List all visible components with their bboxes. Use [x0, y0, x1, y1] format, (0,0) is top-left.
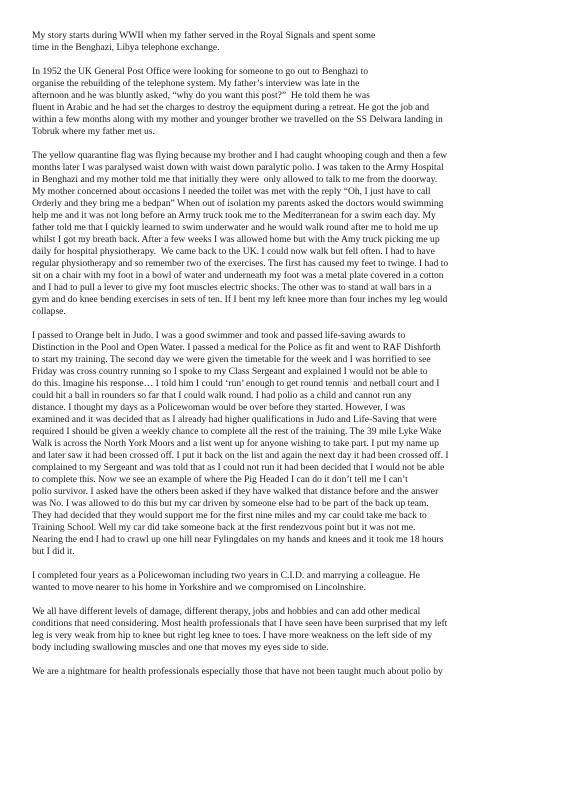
text-line: distance. I thought my days as a Policewoman would be over before they started. However, I was: [32, 402, 406, 413]
paragraph-wwii: [32, 30, 547, 54]
text-line: Tobruk where my father met us.: [32, 126, 155, 137]
text-line: regular physiotherapy and so remember two of the exercises. The first has caused my feet to twinge. I had to: [32, 258, 449, 269]
text-line: wanted to move nearer to his home in Yorkshire and we compromised on Lincolnshire.: [32, 582, 366, 593]
text-line: They had decided that they would support me for the first nine miles and my car could take me back to: [32, 510, 427, 521]
text-line: and later saw it had been crossed off. I put it back on the list and again the next day it had been crossed off. I: [32, 450, 449, 461]
text-line: months later I was paralysed waist down with waist down paralytic polio. I was taken to the Army Hospital: [32, 162, 444, 173]
paragraph-damage-levels: [32, 606, 547, 654]
text-line: in Benghazi and my mother told me that initially they were only allowed to talk to me from the doorway.: [32, 174, 438, 185]
text-line: My mother concerned about occasions I needed the toilet was met with the reply “Oh, I just have to call: [32, 186, 431, 197]
paragraph-policewoman-years: [32, 570, 547, 594]
text-line: The yellow quarantine flag was flying because my brother and I had caught whooping cough and then a few: [32, 150, 448, 161]
text-line: fluent in Arabic and he had set the charges to destroy the equipment during a retreat. He got the job and: [32, 102, 430, 113]
text-line: My story starts during WWII when my father served in the Royal Signals and spent some: [32, 30, 376, 41]
paragraph-police: [32, 330, 547, 558]
text-line: help me and it was not long before an Army truck took me to the Mediterranean for a swim each day. My: [32, 210, 436, 221]
text-line: father told me that I quickly learned to swim underwater and he would walk round after me to hold me up: [32, 222, 439, 233]
text-line: conditions that need considering. Most health professionals that I have seen have been surprised that my left: [32, 618, 448, 629]
text-line: to complete this. Now we see an example of where the Pig Headed I can do it don’t tell me I can’t: [32, 474, 408, 485]
text-line: organise the rebuilding of the telephone system. My father’s interview was late in the: [32, 78, 360, 89]
text-line: required I should be given a weekly chance to complete all the rest of the training. The 39 mile Lyke Wake: [32, 426, 442, 437]
text-line: We are a nightmare for health professionals especially those that have not been taught much about polio by: [32, 666, 443, 677]
text-line: examined and it was decided that as I already had higher qualifications in Judo and Life-Saving that were: [32, 414, 437, 425]
text-line: Nearing the end I had to crawl up one hill near Fylingdales on my hands and knees and it took me 18 hours: [32, 534, 444, 545]
paragraph-polio: [32, 150, 547, 318]
text-line: Walk is across the North York Moors and a list went up for anyone wishing to take part. I put my name up: [32, 438, 439, 449]
text-line: I completed four years as a Policewoman including two years in C.I.D. and marrying a colleague. He: [32, 570, 420, 581]
text-line: body including swallowing muscles and one that moves my eyes side to side.: [32, 642, 329, 653]
text-line: In 1952 the UK General Post Office were looking for someone to go out to Benghazi to: [32, 66, 369, 77]
text-line: but I did it.: [32, 546, 75, 557]
text-line: whilst I got my breath back. After a few weeks I was allowed home but with the Amy truck picking me up: [32, 234, 440, 245]
text-line: was No. I was allowed to do this but my car driven by someone else had to be part of the back up team.: [32, 498, 429, 509]
text-line: polio survivor. I asked have the others been asked if they have walked that distance before and the answer: [32, 486, 439, 497]
text-line: could hit a ball in rounders so far that I could walk round. I had polio as a child and cannot run any: [32, 390, 412, 401]
text-line: and I had to pull a lever to give my foot muscles electric shocks. The other was to stand at wall bars in a: [32, 282, 432, 293]
text-line: to start my training. The second day we were given the timetable for the week and I was horrified to see: [32, 354, 431, 365]
text-line: within a few months along with my mother and younger brother we travelled on the SS Delwara landing in: [32, 114, 443, 125]
text-line: We all have different levels of damage, different therapy, jobs and hobbies and can add other medical: [32, 606, 421, 617]
text-line: complained to my Sergeant and was told that as I could not run it had been decided that I would not be able: [32, 462, 445, 473]
text-line: Training School. Well my car did take someone back at the first rendezvous point but it was not me.: [32, 522, 416, 533]
paragraph-benghazi: [32, 66, 547, 138]
text-line: sit on a chair with my foot in a bowl of water and underneath my foot was a metal plate covered in a cotton: [32, 270, 444, 281]
text-line: leg is very weak from hip to knee but right leg knee to toes. I have more weakness on the left side of my: [32, 630, 433, 641]
text-line: gym and do knee bending exercises in sets of ten. If I bent my left knee more than four inches my leg would: [32, 294, 448, 305]
text-line: Friday was cross country running so I spoke to my Class Sergeant and explained I would not be able to: [32, 366, 428, 377]
text-line: daily for hospital physiotherapy. We came back to the UK. I could now walk but fell often. I had to have: [32, 246, 435, 257]
text-line: Distinction in the Pool and Open Water. I passed a medical for the Police as fit and went to RAF Dishforth: [32, 342, 441, 353]
text-line: time in the Benghazi, Libya telephone exchange.: [32, 42, 220, 53]
text-line: afternoon and he was bluntly asked, “why do you want this post?” He told them he was: [32, 90, 370, 101]
text-line: do this. Imagine his response… I told him I could ‘run’ enough to get round tennis and netball court and I: [32, 378, 440, 389]
paragraph-nightmare: [32, 666, 547, 678]
text-line: Orderly and they bring me a bedpan” When out of isolation my parents asked the doctors would swimming: [32, 198, 444, 209]
text-line: I passed to Orange belt in Judo. I was a good swimmer and took and passed life-saving awards to: [32, 330, 406, 341]
text-line: collapse.: [32, 306, 66, 317]
